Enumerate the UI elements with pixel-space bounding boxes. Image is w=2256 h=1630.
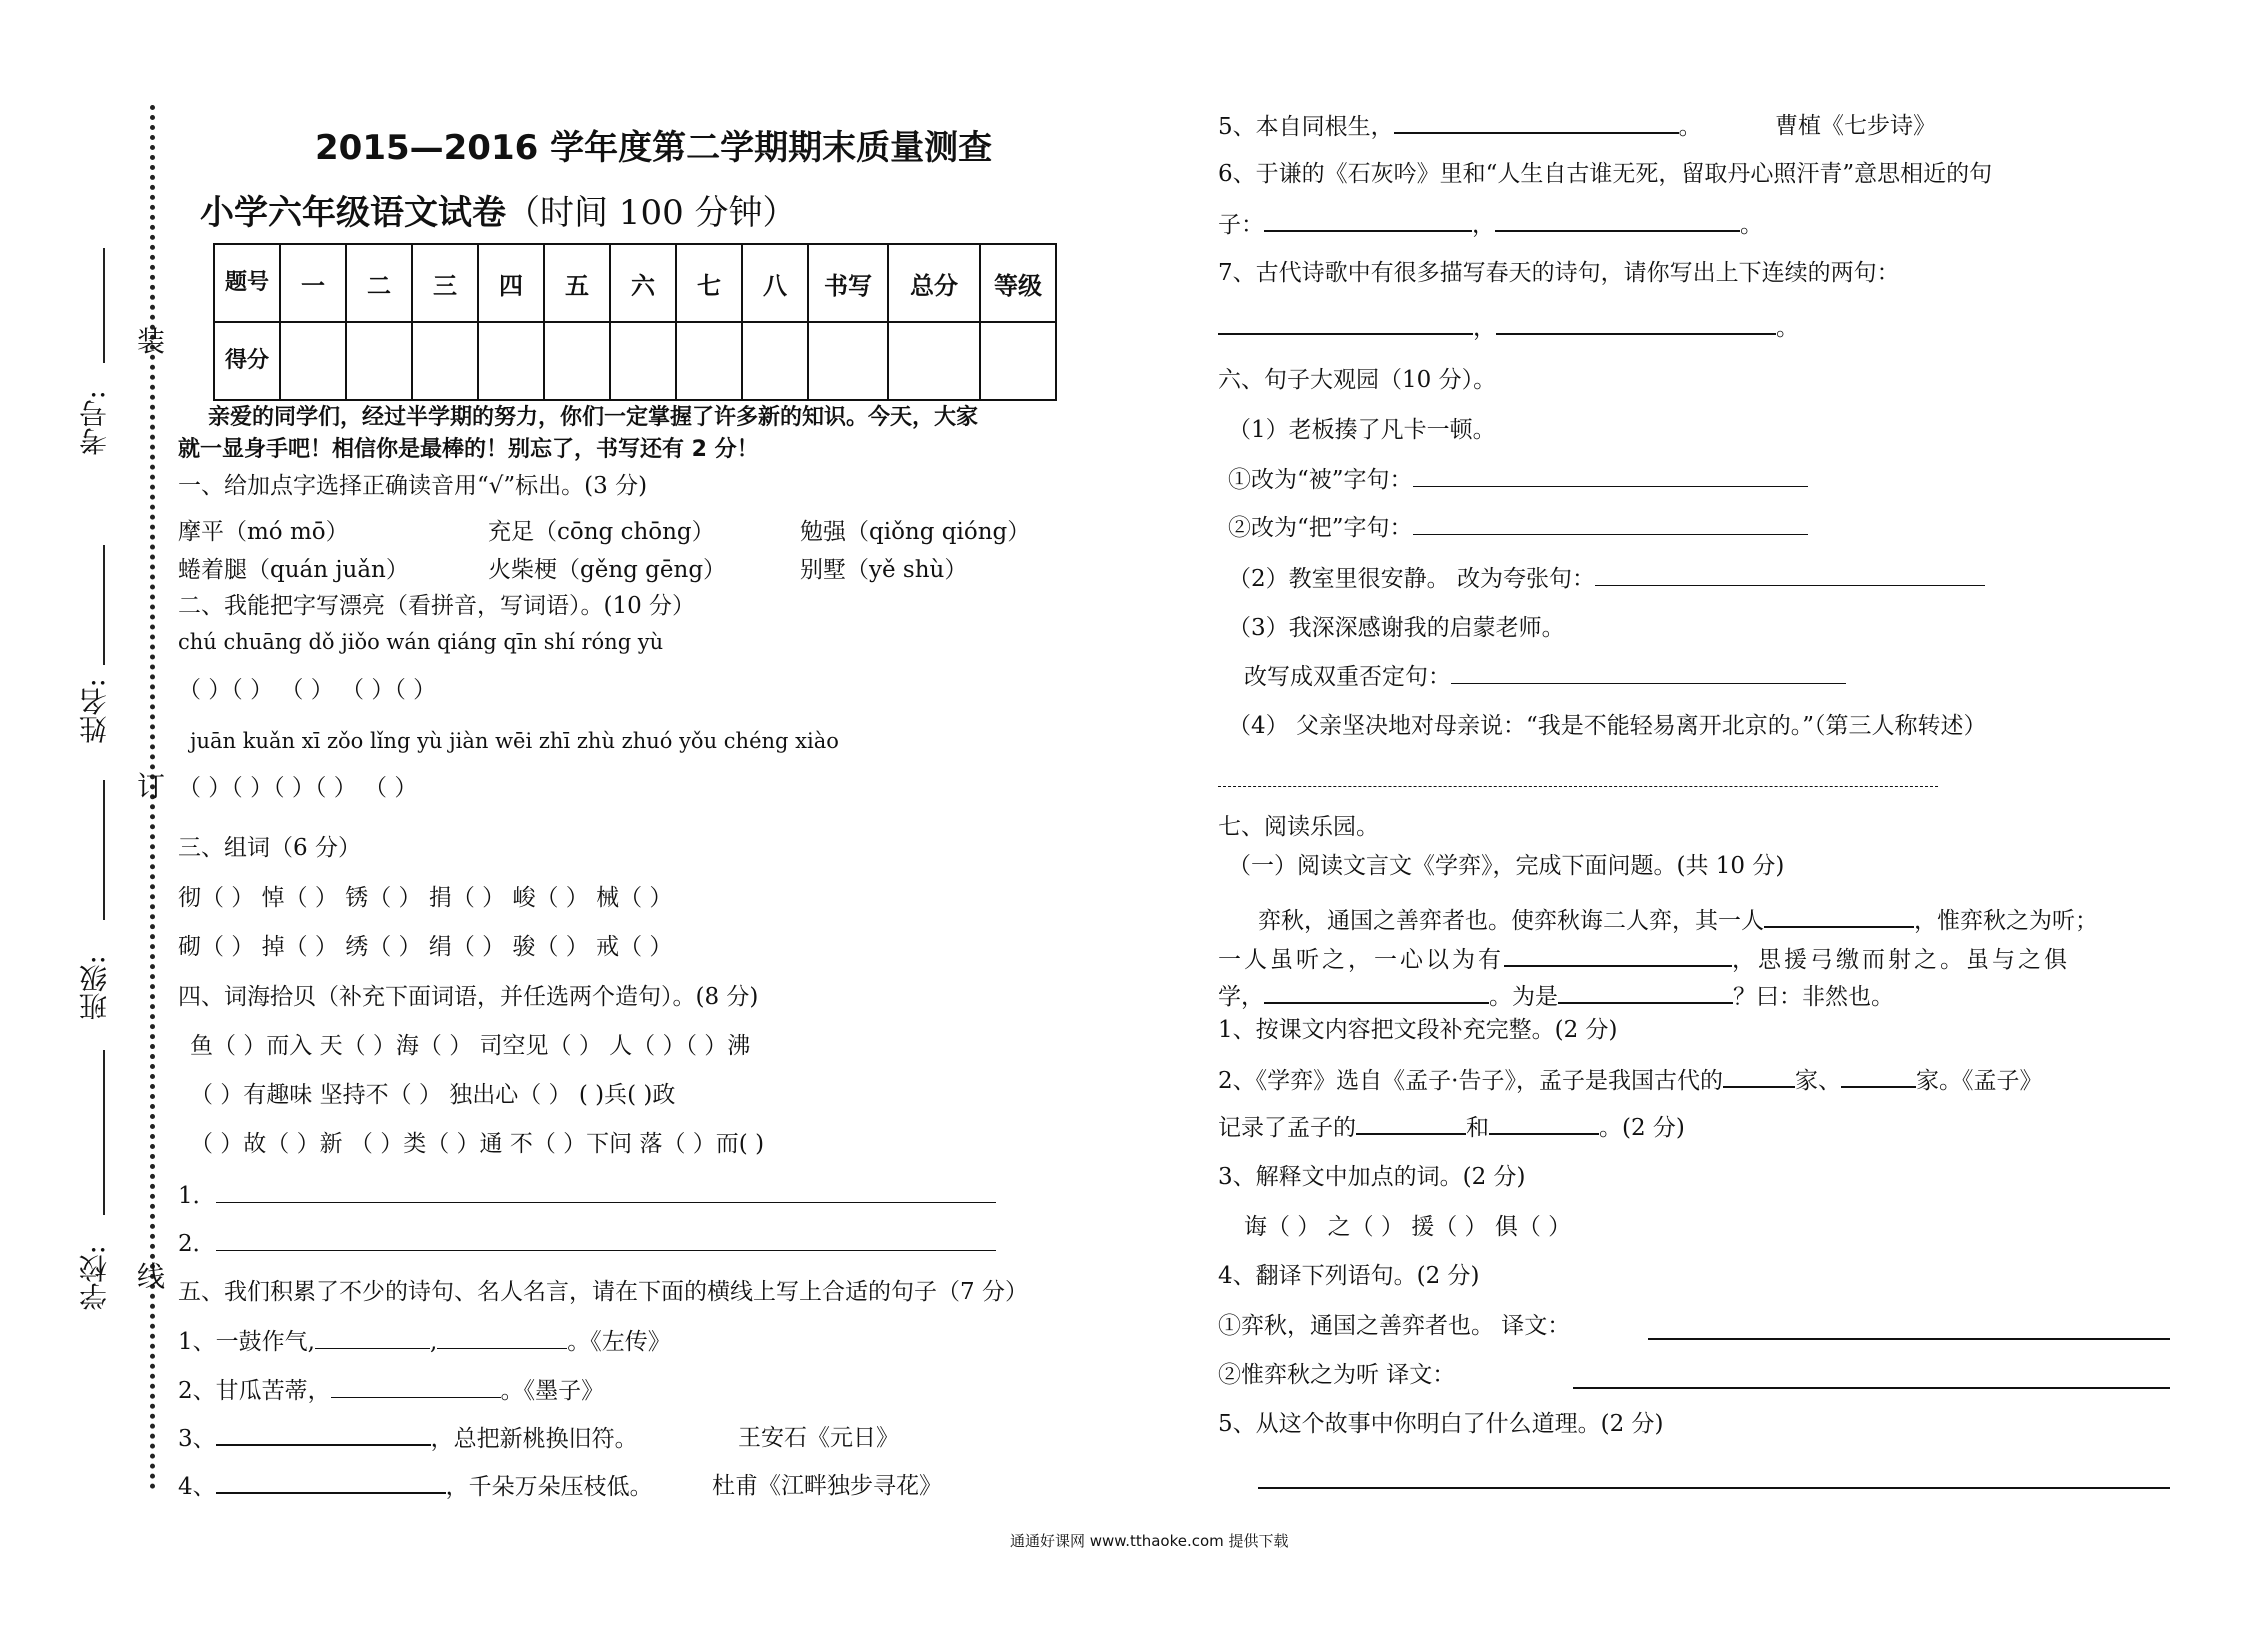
score-head-cell: 四 (478, 244, 544, 322)
sec2-pinyin-row-1: chú chuāng dǒ jiǒo wán qiáng qīn shí róng yù (178, 630, 664, 654)
sec5-q4-text: ，千朵万朵压枝低。 (445, 1474, 653, 1500)
sec6-q3a (1244, 663, 1846, 691)
sec7-q3: 3、解释文中加点的词。(2 分) (1218, 1164, 1526, 1190)
sec5-q6-period: 。 (1740, 212, 1763, 238)
sec7-q5: 5、从这个故事中你明白了什么道理。(2 分) (1218, 1411, 1664, 1437)
sec7-passage-blank-2[interactable] (1504, 945, 1732, 967)
sec7-q2-text: 和 (1466, 1115, 1489, 1141)
sec7-subtitle: （一）阅读文言文《学弈》，完成下面问题。(共 10 分) (1228, 853, 1785, 879)
sec5-q1-comma: , (429, 1329, 438, 1355)
sec5-q5 (1218, 112, 1702, 141)
sec5-q7-blank-1[interactable] (1218, 313, 1473, 335)
sec4-sentence-1[interactable] (178, 1182, 996, 1210)
sec7-q2-text: 2、《学弈》选自《孟子·告子》，孟子是我国古代的 (1218, 1068, 1723, 1094)
score-head-cell: 七 (676, 244, 742, 322)
sec1-item[interactable]: 蜷着腿（quán juǎn） (178, 557, 409, 583)
sec4-sentence-2[interactable] (178, 1230, 996, 1258)
sec7-passage-blank-1[interactable] (1764, 906, 1914, 928)
sec5-q3-source: 王安石《元日》 (738, 1425, 899, 1451)
sec1-item[interactable]: 充足（cōng chōng） (488, 519, 715, 545)
score-cell[interactable] (544, 322, 610, 400)
sec7-q4b (1218, 1361, 1455, 1389)
score-cell[interactable] (888, 322, 980, 400)
sec7-q2-text: 家、 (1794, 1068, 1841, 1094)
sec7-q2-blank-2[interactable] (1841, 1066, 1916, 1088)
score-head-cell: 二 (346, 244, 412, 322)
score-table (213, 243, 1057, 401)
sec7-q2-blank-1[interactable] (1723, 1066, 1795, 1088)
sec5-q1-blank-2[interactable] (437, 1328, 567, 1349)
sec5-q3-blank[interactable] (216, 1424, 431, 1446)
sec5-q5-blank[interactable] (1394, 112, 1679, 134)
score-head-cell: 书写 (808, 244, 888, 322)
sec5-q6-answer (1218, 210, 1763, 239)
exam-subtitle (200, 185, 797, 234)
score-row-head: 得分 (214, 322, 280, 400)
school-label: 学校: (78, 1245, 111, 1311)
sec7-q4: 4、翻译下列语句。(2 分) (1218, 1263, 1480, 1289)
score-cell[interactable] (808, 322, 888, 400)
sec5-q5-source: 曹植《七步诗》 (1775, 113, 1936, 139)
sec4-sentence-2-num: 2． (178, 1231, 216, 1257)
sec7-passage-text: ，惟弈秋之为听； (1914, 908, 2098, 934)
score-cell[interactable] (742, 322, 808, 400)
sec7-passage-text: 学， (1218, 984, 1264, 1010)
sec5-q7-comma: ， (1473, 315, 1496, 341)
sec6-q3: （3）我深深感谢我的启蒙老师。 (1228, 615, 1565, 641)
sec5-title: 五、我们积累了不少的诗句、名人名言，请在下面的横线上写上合适的句子（7 分） (178, 1279, 1028, 1305)
sec6-q2-blank[interactable] (1595, 565, 1985, 586)
exam-number-label: 考号: (78, 390, 111, 456)
subtitle-main: 小学六年级语文试卷 (200, 193, 506, 233)
sec5-q4-blank[interactable] (216, 1472, 446, 1494)
sec1-item[interactable]: 别墅（yě shù） (800, 557, 968, 583)
sec3-row-2[interactable]: 砌（ ） 掉（ ） 绣（ ） 绢（ ） 骏（ ） 戒（ ） (178, 934, 673, 960)
subtitle-time: （时间 100 分钟） (506, 193, 797, 233)
sec6-q1b-blank[interactable] (1413, 514, 1808, 535)
score-cell[interactable] (676, 322, 742, 400)
binding-char-zhuang: 装 (137, 325, 166, 358)
sec6-q1a-label: ①改为“被”字句： (1228, 467, 1413, 493)
sec5-q2-text: 2、甘瓜苦蒂， (178, 1378, 331, 1404)
sec6-q2-label: （2）教室里很安静。 改为夸张句： (1228, 566, 1595, 592)
sec7-q4a-label: ①弈秋，通国之善弈者也。 译文： (1218, 1313, 1571, 1339)
sec5-q7: 7、古代诗歌中有很多描写春天的诗句，请你写出上下连续的两句： (1218, 260, 1900, 286)
sec5-q2-blank[interactable] (331, 1377, 501, 1398)
sec4-sentence-2-line[interactable] (216, 1230, 996, 1251)
sec7-passage-line-2 (1218, 945, 2070, 974)
sec6-q3a-blank[interactable] (1451, 663, 1846, 684)
sec7-passage-text: ，思援弓缴而射之。虽与之俱 (1732, 947, 2070, 973)
sec5-q4-source: 杜甫《江畔独步寻花》 (712, 1473, 942, 1499)
score-head-cell: 题号 (214, 244, 280, 322)
score-cell[interactable] (280, 322, 346, 400)
sec5-q7-blank-2[interactable] (1496, 313, 1776, 335)
sec7-passage-blank-4[interactable] (1558, 982, 1733, 1004)
school-blank[interactable] (103, 1050, 105, 1215)
sec6-q1: （1）老板揍了凡卡一顿。 (1228, 417, 1496, 443)
sec4-row-3[interactable]: （ ）故（ ）新 （ ）类（ ）通 不（ ）下问 落（ ）而( ) (190, 1131, 765, 1157)
sec7-q1: 1、按课文内容把文段补充完整。(2 分) (1218, 1017, 1618, 1043)
sec7-passage-blank-3[interactable] (1264, 982, 1489, 1004)
score-head-cell: 一 (280, 244, 346, 322)
exam-title: 2015—2016 学年度第二学期期末质量测查 (315, 128, 993, 168)
sec7-passage-text: 。为是 (1489, 984, 1558, 1010)
score-cell[interactable] (610, 322, 676, 400)
sec2-answer-row-2[interactable]: （ ）（ ）（ ）（ ） （ ） (178, 775, 418, 801)
sec5-q6-label: 子： (1218, 212, 1264, 238)
sec5-q7-answer (1218, 313, 1799, 342)
sec4-sentence-1-line[interactable] (216, 1182, 996, 1203)
sec7-q2-blank-3[interactable] (1356, 1113, 1466, 1135)
sec7-q3-answers[interactable]: 诲（ ） 之（ ） 援（ ） 俱（ ） (1244, 1214, 1572, 1240)
sec3-row-1[interactable]: 彻（ ） 悼（ ） 锈（ ） 捐（ ） 峻（ ） 械（ ） (178, 885, 673, 911)
sec7-q2-blank-4[interactable] (1489, 1113, 1599, 1135)
sec7-passage-line-3 (1218, 982, 1894, 1011)
sec5-q3-num: 3、 (178, 1426, 216, 1452)
exam-number-blank[interactable] (103, 248, 105, 363)
sec1-title: 一、给加点字选择正确读音用“√”标出。(3 分) (178, 473, 648, 499)
binding-char-ding: 订 (137, 770, 166, 803)
sec7-title: 七、阅读乐园。 (1218, 814, 1379, 840)
sec7-q5-blank[interactable] (1258, 1487, 2170, 1489)
sec1-item[interactable]: 火柴梗（gěng gēng） (488, 557, 727, 583)
sec7-passage-line-1 (1258, 906, 2098, 935)
sec7-q2-text: 家。《孟子》 (1915, 1068, 2043, 1094)
sec7-q4a (1218, 1312, 1570, 1340)
class-label: 班级: (78, 955, 111, 1021)
sec4-row-2[interactable]: （ ）有趣味 坚持不（ ） 独出心（ ） ( )兵( )政 (190, 1082, 676, 1108)
score-cell[interactable] (412, 322, 478, 400)
sec5-q6-comma: ， (1472, 212, 1495, 238)
sec4-title: 四、词海拾贝（补充下面词语，并任选两个造句）。(8 分) (178, 984, 759, 1010)
sec5-q3-text: ，总把新桃换旧符。 (430, 1426, 638, 1452)
sec5-q6-blank-1[interactable] (1264, 210, 1472, 232)
sec7-q4b-label: ②惟弈秋之为听 译文： (1218, 1362, 1456, 1388)
sec5-q5-text: 5、本自同根生， (1218, 114, 1394, 140)
sec2-answer-row-1[interactable]: （ ）（ ） （ ） （ ）（ ） (178, 677, 437, 703)
sec6-q1b-label: ②改为“把”字句： (1228, 515, 1413, 541)
score-head-cell: 三 (412, 244, 478, 322)
sec5-q2 (178, 1377, 604, 1405)
sec7-q2 (1218, 1066, 2042, 1095)
sec5-q1 (178, 1328, 671, 1356)
sec2-title: 二、我能把字写漂亮（看拼音，写词语）。(10 分） (178, 593, 696, 619)
score-head-cell: 五 (544, 244, 610, 322)
class-blank[interactable] (103, 780, 105, 920)
score-cell[interactable] (980, 322, 1056, 400)
sec1-item[interactable]: 摩平（mó mō） (178, 519, 349, 545)
sec7-passage-text: ？曰：非然也。 (1733, 984, 1894, 1010)
sec5-q1-blank-1[interactable] (315, 1328, 430, 1349)
sec5-q4 (178, 1472, 653, 1501)
sec2-pinyin-row-2: juān kuǎn xī zǒo lǐng yù jiàn wēi zhī zhù zhuó yǒu chéng xiào (190, 729, 839, 753)
sec6-q2 (1228, 565, 1985, 593)
sec7-q4b-blank[interactable] (1573, 1387, 2170, 1389)
sec6-q3a-label: 改写成双重否定句： (1244, 664, 1451, 690)
sec5-q7-period: 。 (1776, 315, 1799, 341)
sec5-q4-num: 4、 (178, 1474, 216, 1500)
binding-char-xian: 线 (137, 1260, 166, 1293)
sec6-title: 六、句子大观园（10 分）。 (1218, 367, 1497, 393)
sec7-passage-text: 一人虽听之，一心以为有 (1218, 947, 1504, 973)
sec6-q1a (1228, 466, 1808, 494)
sec1-item[interactable]: 勉强（qiǒng qióng） (800, 519, 1031, 545)
sec6-q1b (1228, 514, 1808, 542)
sec7-passage-text: 弈秋，通国之善弈者也。使弈秋诲二人弈，其一人 (1258, 908, 1764, 934)
sec7-q2-cont (1218, 1113, 1685, 1142)
score-head-cell: 等级 (980, 244, 1056, 322)
sec5-q5-period: 。 (1678, 114, 1702, 140)
score-cell[interactable] (346, 322, 412, 400)
sec5-q1-source: 。《左传》 (567, 1329, 671, 1355)
sec7-q2-text: 。(2 分) (1599, 1115, 1685, 1141)
sec5-q2-source: 。《墨子》 (500, 1378, 605, 1404)
sec3-title: 三、组词（6 分） (178, 835, 361, 861)
name-blank[interactable] (103, 545, 105, 665)
sec5-q6-blank-2[interactable] (1495, 210, 1740, 232)
sec6-q1a-blank[interactable] (1413, 466, 1808, 487)
score-head-cell: 总分 (888, 244, 980, 322)
sec6-q4: （4） 父亲坚决地对母亲说：“我是不能轻易离开北京的。”（第三人称转述） (1228, 713, 1987, 739)
sec6-q4-blank[interactable] (1218, 786, 1938, 787)
sec5-q1-text: 1、一鼓作气, (178, 1329, 315, 1355)
sec4-sentence-1-num: 1． (178, 1183, 216, 1209)
intro-line-1: 亲爱的同学们，经过半学期的努力，你们一定掌握了许多新的知识。今天，大家 (208, 405, 979, 430)
sec7-q2-text: 记录了孟子的 (1218, 1115, 1356, 1141)
page-footer: 通通好课网 www.tthaoke.com 提供下载 (1010, 1532, 1289, 1550)
sec5-q6: 6、于谦的《石灰吟》里和“人生自古谁无死，留取丹心照汗青”意思相近的句 (1218, 161, 1993, 187)
intro-line-2: 就一显身手吧！相信你是最棒的！别忘了，书写还有 2 分！ (178, 437, 759, 462)
sec4-row-1[interactable]: 鱼（ ）而入 天（ ）海（ ） 司空见（ ） 人（ ）（ ）沸 (190, 1033, 751, 1059)
score-head-cell: 六 (610, 244, 676, 322)
sec7-q4a-blank[interactable] (1648, 1338, 2170, 1340)
name-label: 姓名: (78, 678, 111, 744)
score-cell[interactable] (478, 322, 544, 400)
score-head-cell: 八 (742, 244, 808, 322)
sec5-q3 (178, 1424, 638, 1453)
